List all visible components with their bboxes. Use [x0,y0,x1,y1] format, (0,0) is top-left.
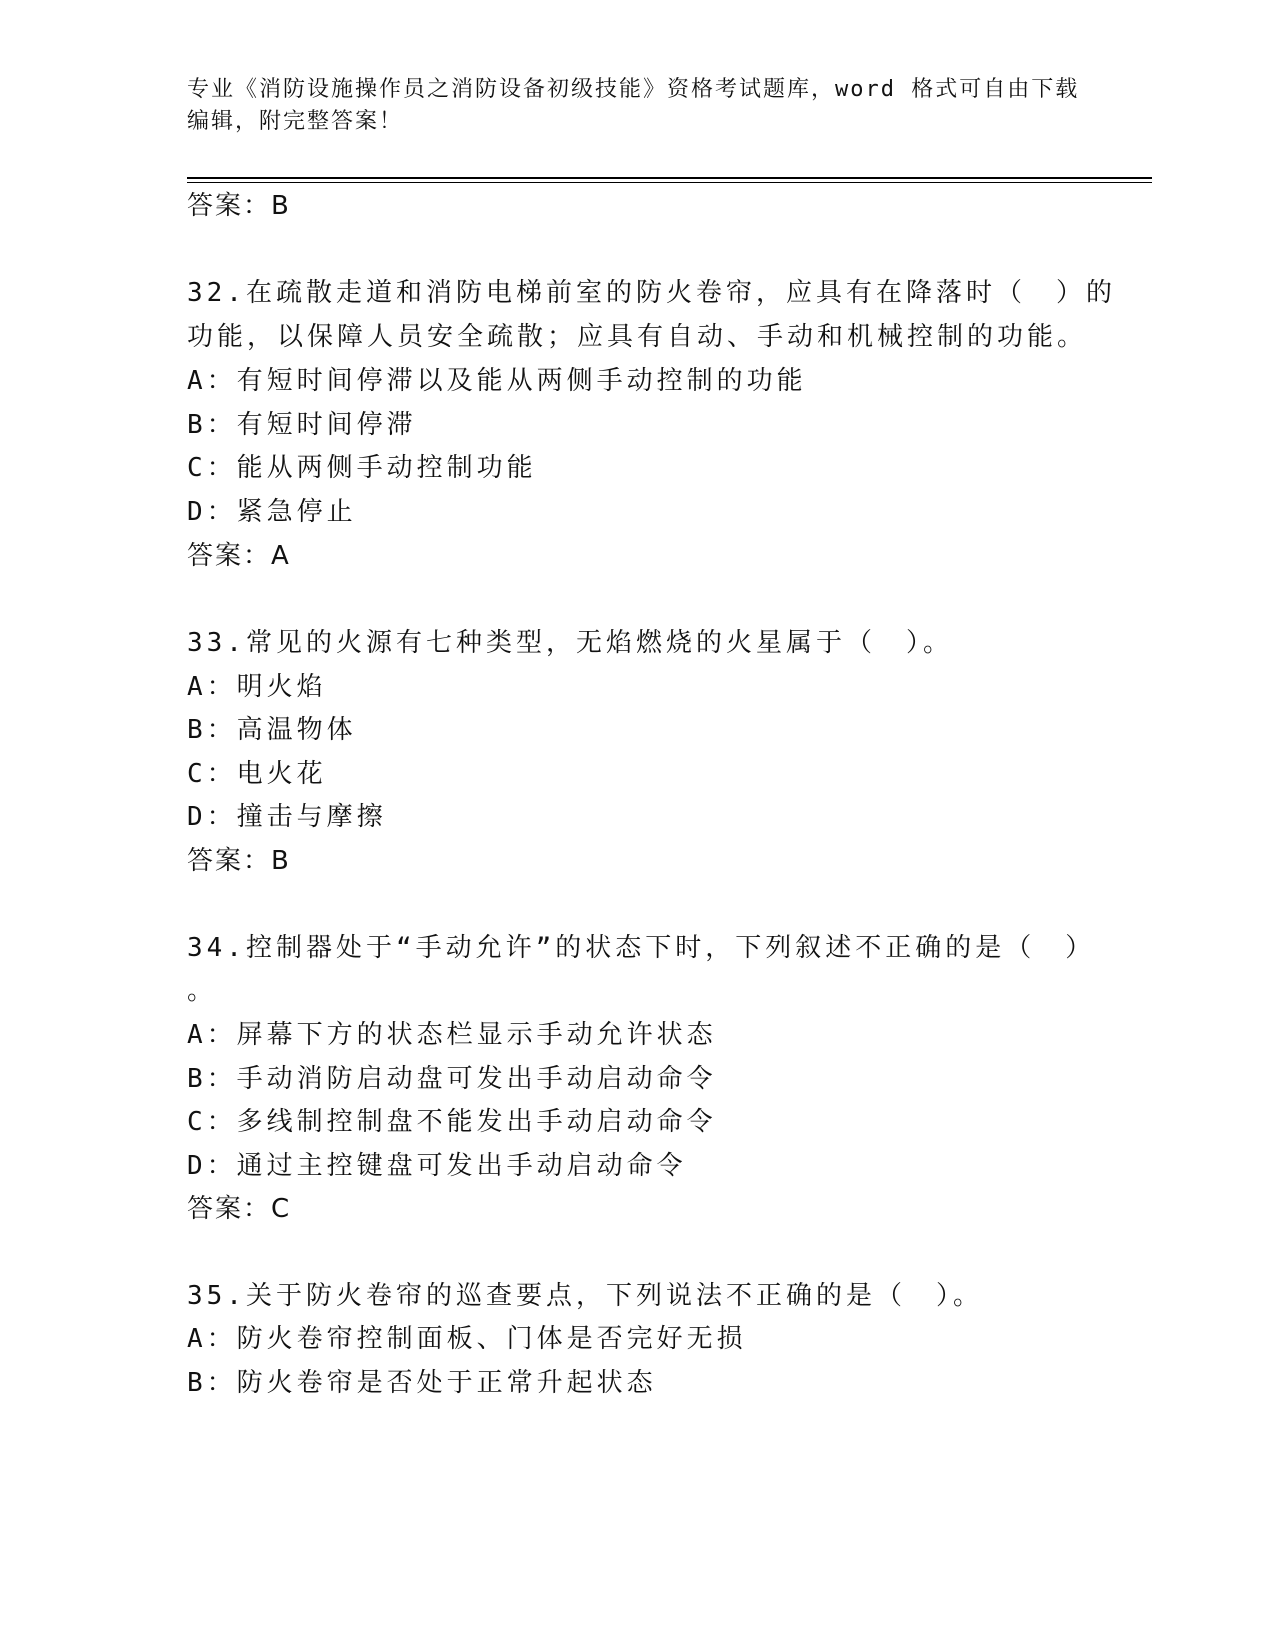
question-34-option-a: A：屏幕下方的状态栏显示手动允许状态 [187,1020,717,1050]
question-35-stem-line-1: 35.关于防火卷帘的巡查要点，下列说法不正确的是（ ）。 [187,1281,983,1311]
question-33-option-c: C：电火花 [187,759,327,789]
question-32-stem-line-2: 功能，以保障人员安全疏散；应具有自动、手动和机械控制的功能。 [187,322,1088,352]
question-32-option-c: C：能从两侧手动控制功能 [187,453,537,483]
question-33-stem-line-1: 33.常见的火源有七种类型，无焰燃烧的火星属于（ ）。 [187,628,953,658]
question-34-stem-line-2: 。 [187,976,218,1006]
question-34-option-d: D：通过主控键盘可发出手动启动命令 [187,1151,687,1181]
answer-31: 答案：B [187,191,291,221]
question-35-option-a: A：防火卷帘控制面板、门体是否完好无损 [187,1324,747,1354]
question-34-stem-line-1: 34.控制器处于“手动允许”的状态下时，下列叙述不正确的是（ ） [187,933,1096,963]
question-32-option-b: B：有短时间停滞 [187,410,417,440]
answer-33: 答案：B [187,846,291,876]
question-33-option-a: A：明火焰 [187,672,327,702]
question-34-option-b: B：手动消防启动盘可发出手动启动命令 [187,1064,717,1094]
question-33-option-b: B：高温物体 [187,715,357,745]
header-divider [187,177,1152,179]
question-34-option-c: C：多线制控制盘不能发出手动启动命令 [187,1107,717,1137]
question-33-option-d: D：撞击与摩擦 [187,802,387,832]
page-header: 专业《消防设施操作员之消防设备初级技能》资格考试题库，word 格式可自由下载编辑，附完整答案！ [187,77,1080,134]
header-divider-thin [187,182,1152,183]
answer-34: 答案：C [187,1194,292,1224]
question-32-stem-line-1: 32.在疏散走道和消防电梯前室的防火卷帘，应具有在降落时（ ）的 [187,278,1116,308]
question-32-option-d: D：紧急停止 [187,497,357,527]
question-32-option-a: A：有短时间停滞以及能从两侧手动控制的功能 [187,366,807,396]
question-35-option-b: B：防火卷帘是否处于正常升起状态 [187,1368,657,1398]
answer-32: 答案：A [187,541,291,571]
